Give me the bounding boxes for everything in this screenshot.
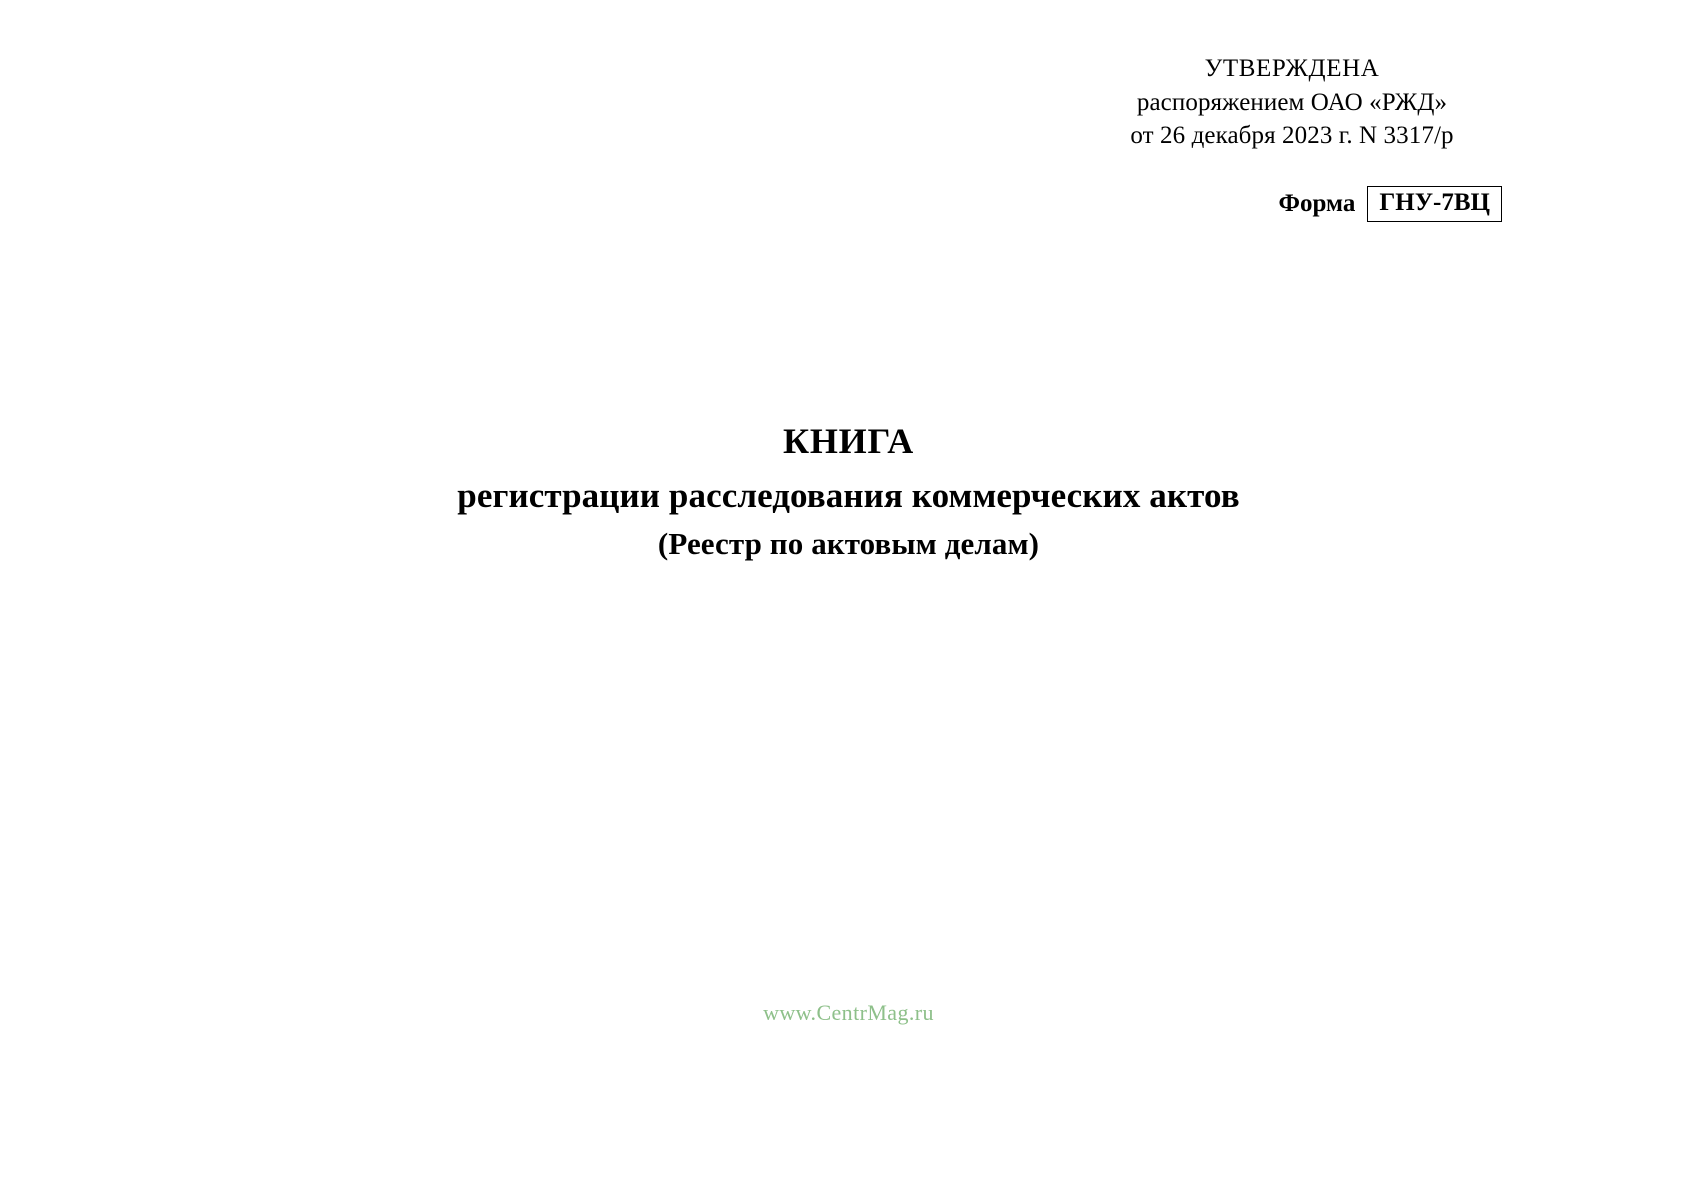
title-subtitle: регистрации расследования коммерческих актов [457,476,1240,515]
form-label: Форма [1278,189,1356,217]
site-watermark: www.CentrMag.ru [763,1000,934,1025]
page-title [0,420,1697,562]
title-main: КНИГА [782,421,915,461]
approval-line-2: распоряжением ОАО «РЖД» [1136,88,1448,116]
form-code-box: ГНУ-7ВЦ [1367,186,1502,222]
approval-line-3: от 26 декабря 2023 г. N 3317/р [1130,122,1454,149]
form-code-row [1278,186,1502,222]
title-parenthetical: (Реестр по актовым делам) [657,526,1040,561]
approval-block [1082,52,1502,153]
approval-line-1: УТВЕРЖДЕНА [1204,55,1380,82]
